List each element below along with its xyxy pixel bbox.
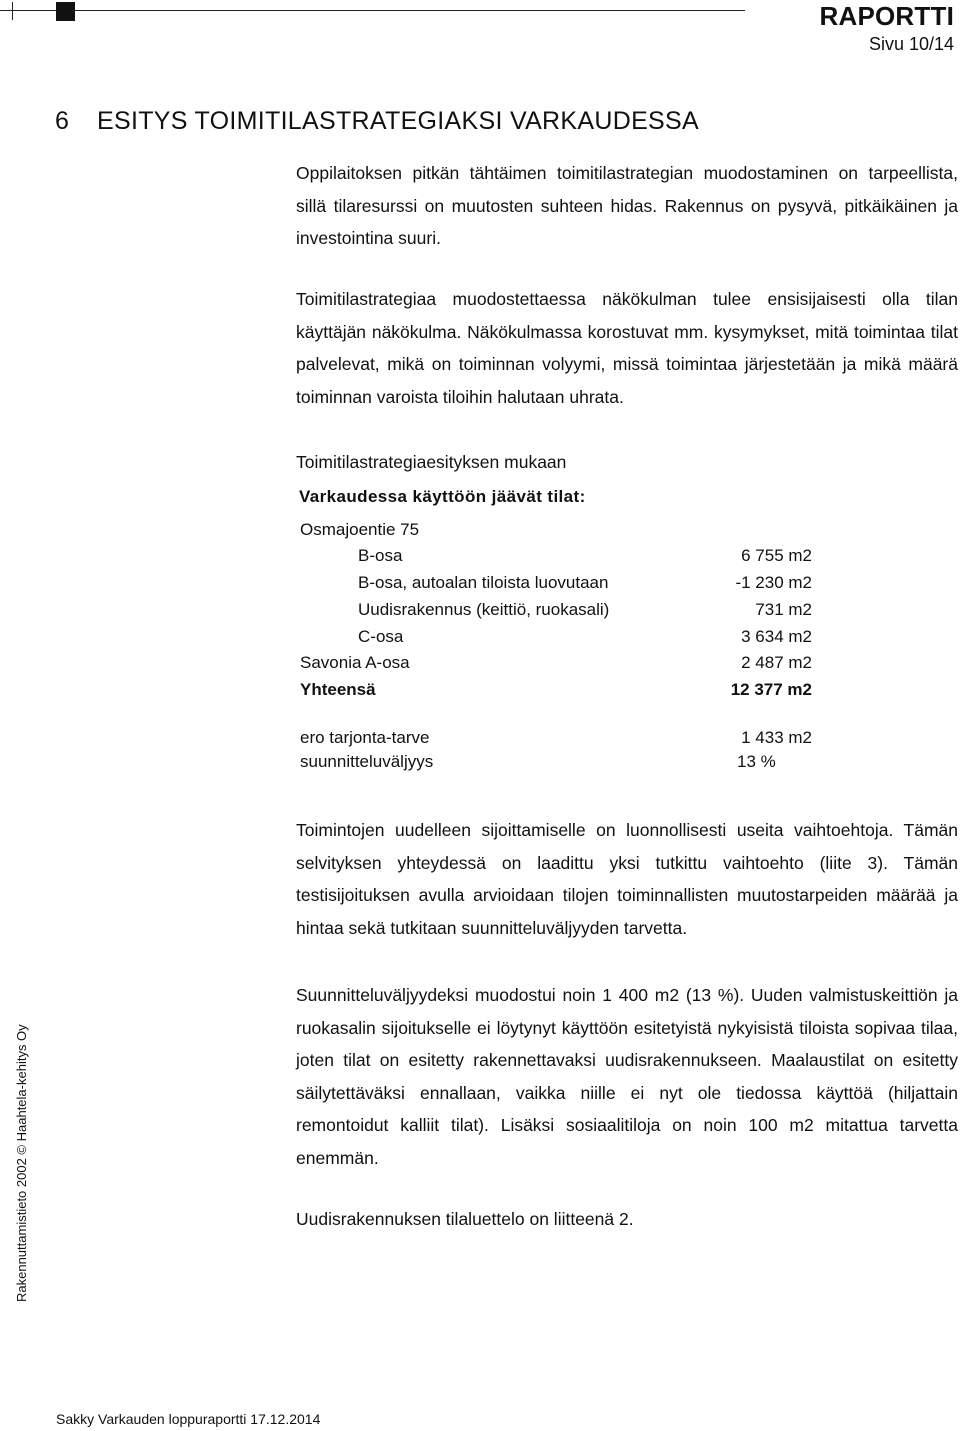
- total-value: 12 377 m2: [730, 680, 812, 699]
- section-heading: [55, 107, 699, 136]
- space-row-value: 731 m2: [755, 600, 812, 619]
- address-label: Osmajoentie 75: [300, 520, 420, 539]
- report-label: RAPORTTI: [819, 1, 954, 31]
- space-row: [0, 627, 960, 653]
- design-margin-row: [0, 752, 960, 778]
- space-row-value: 3 634 m2: [741, 627, 812, 646]
- space-row: [0, 600, 960, 626]
- paragraph-1: Oppilaitoksen pitkän tähtäimen toimitilastrategian muodostaminen on tarpeellista, sillä tilaresurssi on muutosten suhteen hidas. Rakennus on pysyvä, pitkäikäinen ja investointina suuri.: [296, 163, 958, 249]
- space-row-label: B-osa, autoalan tiloista luovutaan: [358, 573, 609, 592]
- space-row-label: C-osa: [358, 627, 404, 646]
- header-tick-mark: [0, 2, 13, 20]
- space-list-heading: Varkaudessa käyttöön jäävät tilat:: [299, 487, 586, 506]
- section-number: 6: [55, 107, 70, 135]
- total-label: Yhteensä: [300, 680, 376, 699]
- space-row: [0, 546, 960, 572]
- header-square-marker: [56, 2, 75, 21]
- paragraph-3: Toimitilastrategiaesityksen mukaan: [296, 452, 567, 472]
- copyright-side-text: Rakennuttamistieto 2002 © Haahtela-kehitys Oy: [14, 1024, 29, 1302]
- space-list-address: [0, 520, 960, 546]
- paragraph-6: Uudisrakennuksen tilaluettelo on liitteenä 2.: [296, 1209, 634, 1229]
- space-row-label: B-osa: [358, 546, 403, 565]
- space-row-label: Uudisrakennus (keittiö, ruokasali): [358, 600, 610, 619]
- design-margin-value: 13 %: [737, 752, 776, 771]
- space-row-label: Savonia A-osa: [300, 653, 410, 672]
- space-row-value: -1 230 m2: [735, 573, 812, 592]
- design-margin-label: suunnitteluväljyys: [300, 752, 434, 771]
- paragraph-4: Toimintojen uudelleen sijoittamiselle on luonnollisesti useita vaihtoehtoja. Tämän selvityksen yhteydessä on laadittu yksi tutkittu vaihtoehto (liite 3). Tämän testisijoituksen avulla arvioidaan tilojen toiminnallisten muutostarpeiden määrää ja hintaa sekä tutkitaan suunnitteluväljyyden tarvetta.: [296, 820, 958, 938]
- space-row-value: 6 755 m2: [741, 546, 812, 565]
- space-row: [0, 573, 960, 599]
- section-title: ESITYS TOIMITILASTRATEGIAKSI VARKAUDESSA: [97, 107, 699, 135]
- difference-row: [0, 728, 960, 754]
- space-total-row: [0, 680, 960, 706]
- page-number: Sivu 10/14: [868, 34, 954, 54]
- page-footer: Sakky Varkauden loppuraportti 17.12.2014: [56, 1411, 321, 1427]
- difference-value: 1 433 m2: [741, 728, 812, 747]
- space-row: [0, 653, 960, 679]
- paragraph-5: Suunnitteluväljyydeksi muodostui noin 1 400 m2 (13 %). Uuden valmistuskeittiön ja ruokasalin sijoitukselle ei löytynyt käyttöön esitetyistä nykyisistä tiloista sopivaa tilaa, joten tilat on esitetty rakennettavaksi uudisrakennukseen. Maalaustilat on esitetty säilytettäväksi ennallaan, vaikka niille ei nyt ole tiedossa käyttöä (hiljattain remontoidut kalliit tilat). Lisäksi sosiaalitiloja on noin 100 m2 mitattua tarvetta enemmän.: [296, 985, 958, 1168]
- space-row-value: 2 487 m2: [741, 653, 812, 672]
- paragraph-2: Toimitilastrategiaa muodostettaessa näkökulman tulee ensisijaisesti olla tilan käyttäjän näkökulma. Näkökulmassa korostuvat mm. kysymykset, mitä toimintaa tilat palvelevat, mikä on toiminnan volyymi, missä toimintaa järjestetään ja mikä määrä toiminnan varoista tiloihin halutaan uhrata.: [296, 289, 958, 407]
- header-rule: [0, 10, 745, 11]
- difference-label: ero tarjonta-tarve: [300, 728, 430, 747]
